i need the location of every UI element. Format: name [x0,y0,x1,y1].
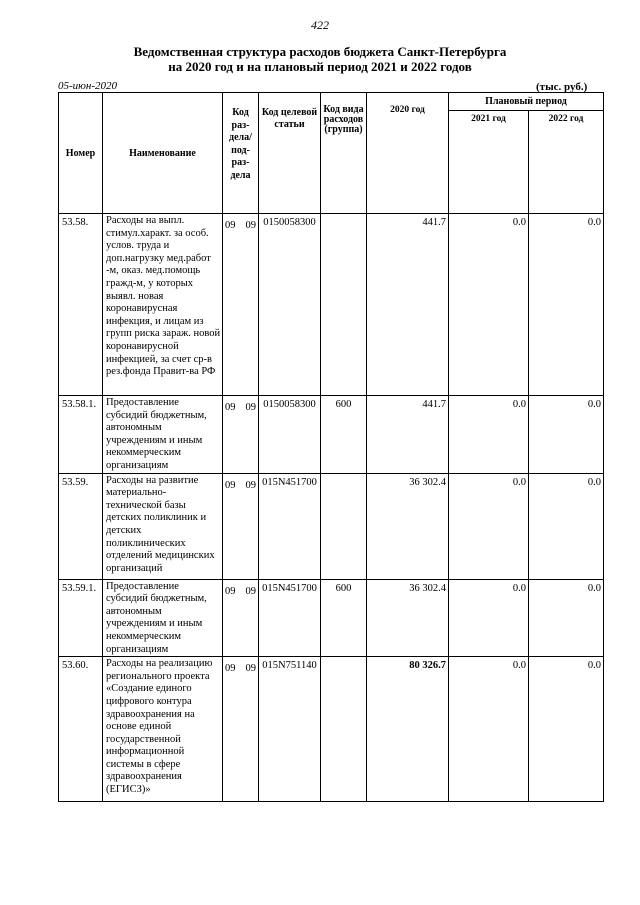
document-title [0,44,640,74]
row-2021: 0.0 [449,396,529,474]
row-2021: 0.0 [449,579,529,657]
row-expense: 600 [321,396,367,474]
row-name: Предоставление субсидий бюджетным, автономным учреждениям и иным некоммерческим организациям [103,396,223,474]
row-number: 53.58. [59,214,103,396]
table-row [59,657,604,802]
row-2022: 0.0 [529,657,604,802]
row-2020: 441.7 [367,214,449,396]
table-row [59,579,604,657]
header-expense-code: Код вида расходов (группа) [321,93,367,214]
subsection-code: 09 [245,663,256,675]
row-2022: 0.0 [529,214,604,396]
row-section [223,214,259,396]
row-expense [321,473,367,579]
header-name: Наименование [103,93,223,214]
row-2020: 36 302.4 [367,473,449,579]
row-section [223,657,259,802]
subsection-code: 09 [245,479,256,491]
row-target: 0150058300 [259,396,321,474]
row-expense [321,214,367,396]
row-section [223,473,259,579]
subsection-code: 09 [245,585,256,597]
row-section [223,579,259,657]
row-number: 53.60. [59,657,103,802]
header-section-code: Код раз- дела/ под- раз- дела [223,93,259,214]
header-planned-period: Плановый период [449,93,604,111]
row-target: 015N451700 [259,579,321,657]
row-target: 015N751140 [259,657,321,802]
header-year-2021: 2021 год [449,111,529,214]
row-2020: 441.7 [367,396,449,474]
row-name: Расходы на развитие материально-технической базы детских поликлиник и детских поликлинических отделений медицинских организаций [103,473,223,579]
table-row [59,473,604,579]
row-2022: 0.0 [529,473,604,579]
row-expense: 600 [321,579,367,657]
row-expense [321,657,367,802]
page-number: 422 [311,18,329,32]
row-target: 015N451700 [259,473,321,579]
budget-table [58,92,604,802]
row-number: 53.59. [59,473,103,579]
title-line-2: на 2020 год и на плановый период 2021 и 2022 годов [168,59,472,74]
section-code: 09 [225,585,236,597]
section-code: 09 [225,402,236,413]
row-2022: 0.0 [529,396,604,474]
header-target-code: Код целевой статьи [259,93,321,214]
section-code: 09 [225,220,236,231]
row-number: 53.58.1. [59,396,103,474]
row-2021: 0.0 [449,473,529,579]
document-date: 05-июн-2020 [58,80,118,92]
row-section [223,396,259,474]
row-name: Расходы на реализацию регионального проекта «Создание единого цифрового контура здравоохранения на основе единой государственной информационной системы в сфере здравоохранения (ЕГИСЗ)» [103,657,223,802]
section-code: 09 [225,479,236,491]
row-2021: 0.0 [449,657,529,802]
header-number: Номер [59,93,103,214]
row-name: Расходы на выпл. стимул.характ. за особ. услов. труда и доп.нагрузку мед.работ -м, оказ. мед.помощь гражд-м, у которых выявл. новая коронавирусная инфекция, и лицам из групп риска зараж. новой коронавирусной инфекцией, за счет ср-в рез.фонда Правит-ва РФ [103,214,223,396]
section-code: 09 [225,663,236,675]
subsection-code: 09 [245,220,256,231]
row-number: 53.59.1. [59,579,103,657]
header-year-2022: 2022 год [529,111,604,214]
row-2021: 0.0 [449,214,529,396]
subsection-code: 09 [245,402,256,413]
table-row [59,396,604,474]
row-name: Предоставление субсидий бюджетным, автономным учреждениям и иным некоммерческим организациям [103,579,223,657]
table-row [59,214,604,396]
title-line-1: Ведомственная структура расходов бюджета Санкт-Петербурга [133,44,507,59]
row-2022: 0.0 [529,579,604,657]
units-label: (тыс. руб.) [536,81,588,93]
header-year-2020: 2020 год [367,93,449,214]
row-target: 0150058300 [259,214,321,396]
row-2020: 36 302.4 [367,579,449,657]
row-2020: 80 326.7 [367,657,449,802]
